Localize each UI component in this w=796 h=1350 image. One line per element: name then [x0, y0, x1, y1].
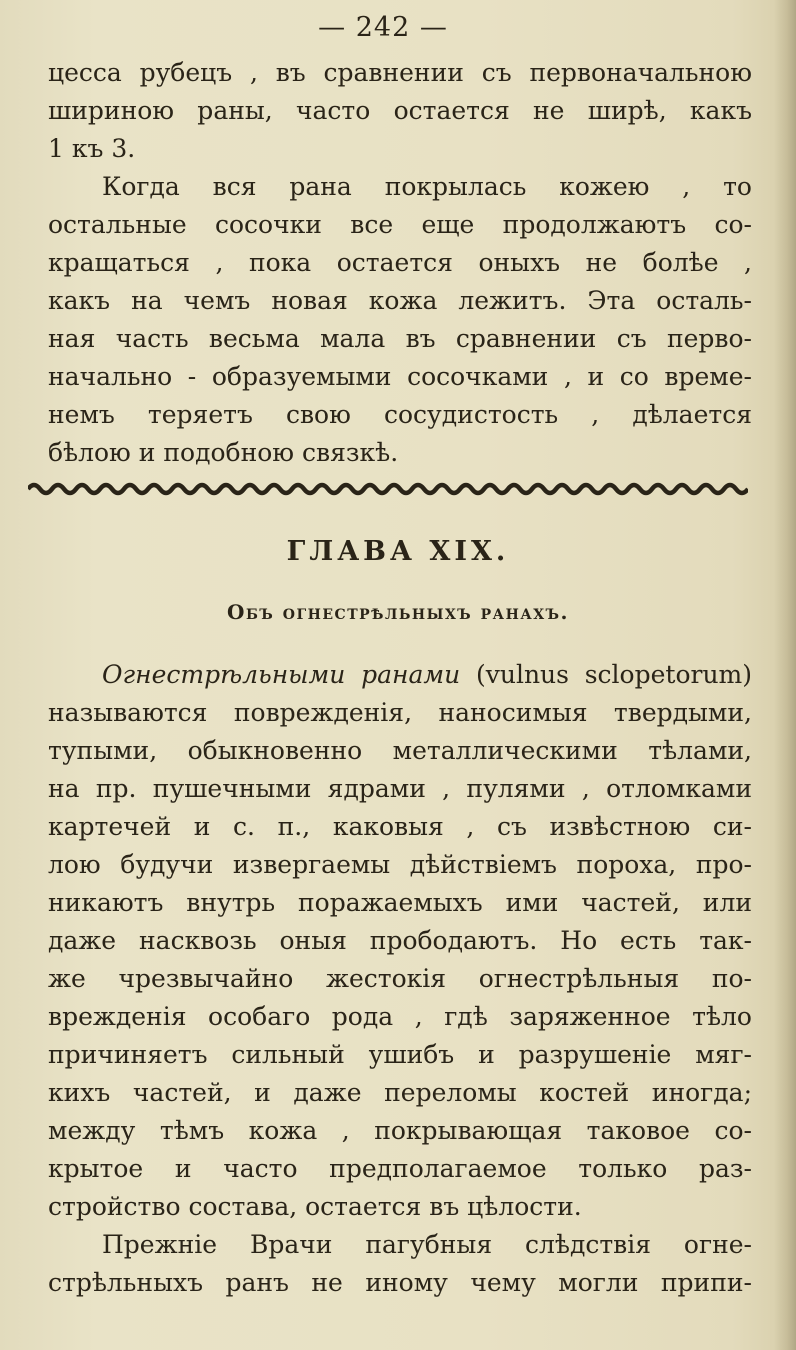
text-line: начально - образуемыми сосочками , и со време-	[48, 362, 752, 391]
text-line: причиняетъ сильный ушибъ и разрушеніе мяг-	[48, 1040, 752, 1069]
text-line: кращаться , пока остается оныхъ не болѣе ,	[48, 248, 752, 277]
text-line: 1 къ 3.	[48, 134, 136, 163]
text-line: немъ теряетъ свою сосудистость , дѣлается	[48, 400, 752, 429]
text-line: же чрезвычайно жестокія огнестрѣльныя по-	[48, 964, 752, 993]
page-edge-shadow	[774, 0, 796, 1350]
text-line: ная часть весьма мала въ сравнении съ перво-	[48, 324, 752, 353]
text-line: какъ на чемъ новая кожа лежитъ. Эта осталь-	[48, 286, 752, 315]
text-line: Прежніе Врачи пагубныя слѣдствія огне-	[102, 1230, 752, 1259]
text-line: Когда вся рана покрылась кожею , то	[102, 172, 752, 201]
text-line: врежденія особаго рода , гдѣ заряженное тѣло	[48, 1002, 752, 1031]
text-line: крытое и часто предполагаемое только раз-	[48, 1154, 752, 1183]
text-line: на пр. пушечными ядрами , пулями , отломками	[48, 774, 752, 803]
defined-term: Огнестрѣльными ранами	[102, 660, 461, 689]
text-line: даже насквозь оныя прободаютъ. Но есть так-	[48, 926, 752, 955]
ornamental-separator	[28, 478, 748, 500]
text-line: никаютъ внутрь поражаемыхъ ими частей, или	[48, 888, 752, 917]
text-line: бѣлою и подобною связкѣ.	[48, 438, 399, 467]
text-line: кихъ частей, и даже переломы костей иногда;	[48, 1078, 752, 1107]
text-line	[48, 656, 752, 694]
page-number: — 242 —	[318, 12, 448, 43]
body-paragraph-block	[48, 656, 752, 1302]
text-line: картечей и с. п., каковыя , съ извѣстною си-	[48, 812, 752, 841]
text-line: стройство состава, остается въ цѣлости.	[48, 1192, 582, 1221]
latin-term: (vulnus sclopetorum)	[460, 660, 752, 689]
text-line: тупыми, обыкновенно металлическими тѣлами,	[48, 736, 752, 765]
text-line: между тѣмъ кожа , покрывающая таковое со-	[48, 1116, 752, 1145]
text-line: остальные сосочки все еще продолжаютъ со-	[48, 210, 752, 239]
top-paragraph-block	[48, 54, 752, 472]
text-line: шириною раны, часто остается не ширѣ, какъ	[48, 96, 752, 125]
chapter-title: ГЛАВА XIX.	[286, 536, 510, 567]
text-line: лою будучи извергаемы дѣйствіемъ пороха, про-	[48, 850, 752, 879]
text-line: стрѣльныхъ ранъ не иному чему могли припи-	[48, 1268, 752, 1297]
text-line: называются поврежденія, наносимыя твердыми,	[48, 698, 752, 727]
chapter-subtitle: Объ огнестрѣльныхъ ранахъ.	[227, 600, 569, 624]
text-line: цесса рубецъ , въ сравнении съ первоначальною	[48, 58, 752, 87]
